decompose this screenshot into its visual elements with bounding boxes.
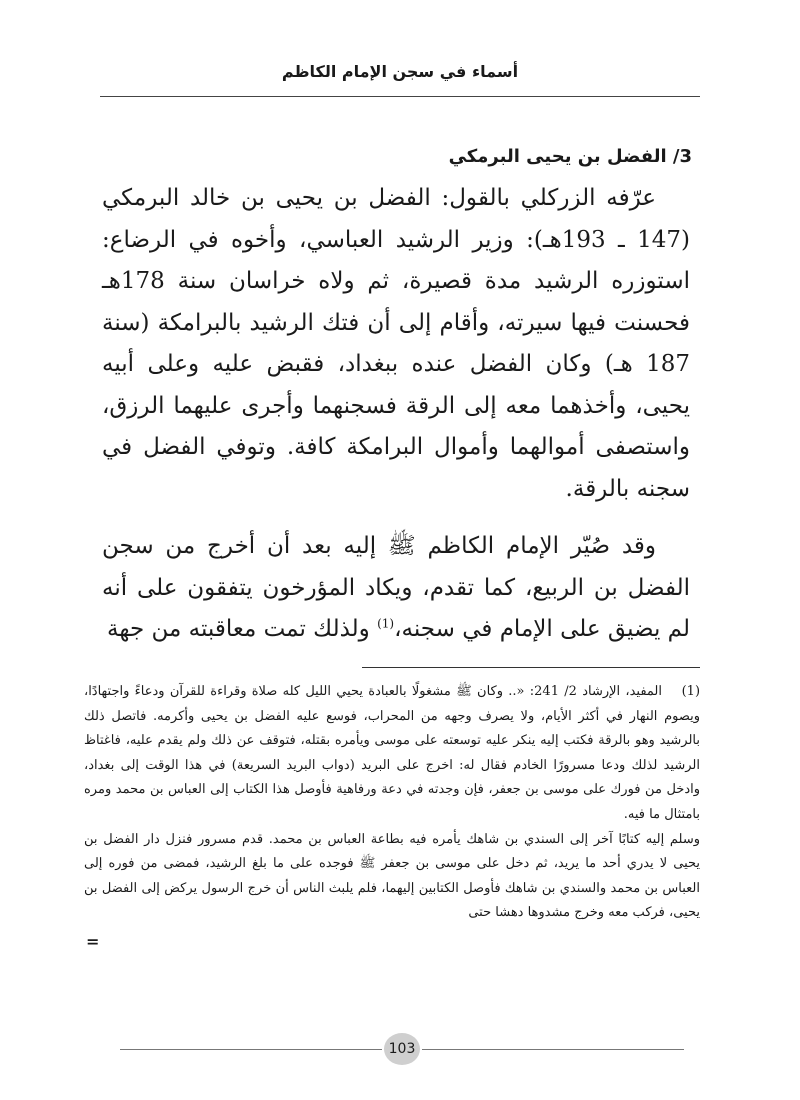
paragraph-2-part-1: وقد صُيّر الإمام الكاظم ﷺ إليه بعد أن أخرج من سجن الفضل بن الربيع، كما تقدم، ويكاد المؤرخون يتفقون على أنه لم يضيق على الإمام في سجنه،	[102, 533, 690, 642]
footer-rule-right	[422, 1049, 684, 1050]
page-number: 103	[384, 1033, 420, 1065]
header-rule	[100, 96, 700, 97]
footnote-continued	[84, 828, 700, 926]
body-text	[102, 178, 690, 651]
running-title: أسماء في سجن الإمام الكاظم	[281, 62, 519, 81]
footnotes	[84, 680, 700, 926]
footnote	[84, 680, 700, 828]
footnote-continuation-mark: =	[86, 932, 100, 951]
footnote-separator	[362, 667, 700, 668]
paragraph-2-part-2: ولذلك تمت معاقبته من جهة	[107, 616, 378, 642]
footer-rule-left	[120, 1049, 382, 1050]
footnote-text-1: المفيد، الإرشاد 2/ 241: «.. وكان ﷺ مشغولًا بالعبادة يحيي الليل كله صلاة وقراءة للقرآن ودعاءً واجتهادًا، ويصوم النهار في أكثر الأيام، ولا يصرف وجهه من المحراب، فوسع عليه الفضل بن يحيى وأكرمه. فاتصل ذلك بالرشيد وهو بالرقة فكتب إليه ينكر عليه توسعته على موسى ويأمره بقتله، فتوقف عن ذلك ولم يقدم عليه، فاغتاظ الرشيد لذلك ودعا مسرورًا الخادم فقال له: اخرج على البريد (دواب البريد السريعة) في هذا الوقت إلى بغداد، وادخل من فورك على موسى بن جعفر، فإن وجدته في دعة ورفاهية فأوصل هذا الكتاب إلى العباس بن محمد ومره بامتثال ما فيه.	[84, 684, 700, 822]
footnote-number: (1)	[681, 684, 701, 699]
footnote-reference[interactable]: (1)	[377, 616, 395, 631]
section-heading: 3/ الفضل بن يحيى البرمكي	[448, 146, 692, 167]
paragraph-1: عرّفه الزركلي بالقول: الفضل بن يحيى بن خالد البرمكي (147 ـ 193هـ): وزير الرشيد العباسي، وأخوه في الرضاع: استوزره الرشيد مدة قصيرة، ثم ولاه خراسان سنة 178هـ فحسنت فيها سيرته، وأقام إلى أن فتك الرشيد بالبرامكة (سنة 187 هـ) وكان الفضل عنده ببغداد، فقبض عليه وعلى أبيه يحيى، وأخذهما معه إلى الرقة فسجنهما وأجرى عليهما الرزق، واستصفى أموالهما وأموال البرامكة كافة. وتوفي الفضل في سجنه بالرقة.	[102, 185, 690, 502]
footnote-text-2: وسلم إليه كتابًا آخر إلى السندي بن شاهك يأمره فيه بطاعة العباس بن محمد. قدم مسرور فنزل دار الفضل بن يحيى لا يدري أحد ما يريد، ثم دخل على موسى بن جعفر ﷺ فوجده على ما بلغ الرشيد، فمضى من فوره إلى العباس بن محمد والسندي بن شاهك فأوصل الكتابين إليهما، فلم يلبث الناس أن خرج الرسول يركض إلى الفضل بن يحيى، فركب معه وخرج مشدوها دهشا حتى	[84, 831, 700, 921]
paragraph	[102, 526, 690, 651]
paragraph	[102, 178, 690, 510]
